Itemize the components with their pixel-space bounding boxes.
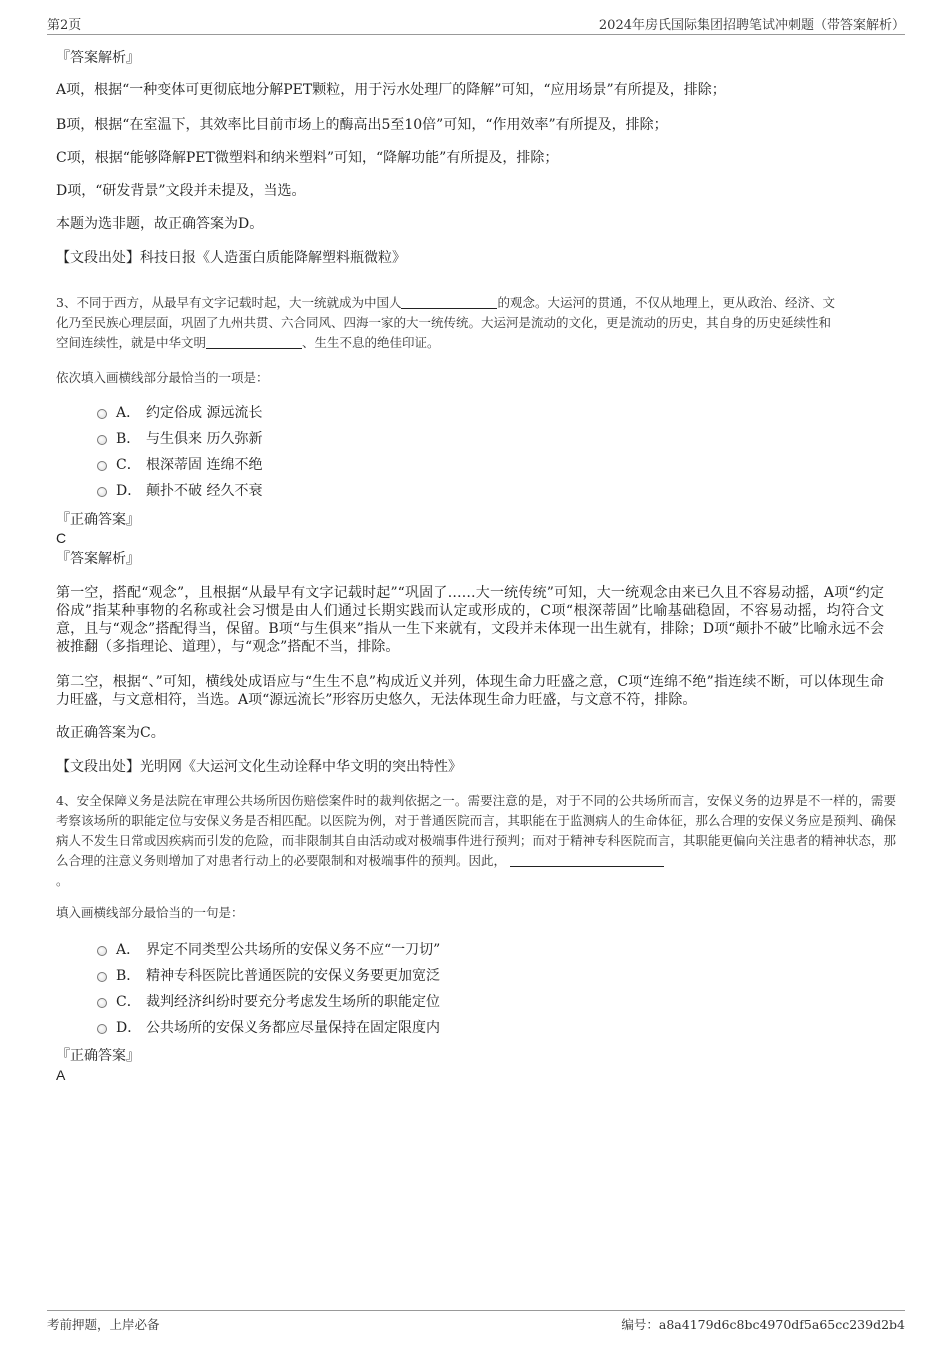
radio-icon[interactable] <box>97 487 107 497</box>
radio-icon[interactable] <box>97 972 107 982</box>
radio-icon[interactable] <box>97 409 107 419</box>
q4-prompt: 填入画横线部分最恰当的一句是： <box>56 905 244 920</box>
radio-icon[interactable] <box>97 1024 107 1034</box>
q3-stem: 3、不同于西方，从最早有文字记载时起，大一统就成为中国人 的观念。大运河的贯通，不仅从地理上，更从政治、经济、文 化乃至民族心理层面，巩固了九州共贯、六合同风、四海一家的大一统传统。大运河是流动的文化，更是流动的历史，其自身的历史延续性和 空间连续性，就是中华文明 、生生不息的绝佳印证。 <box>56 295 835 350</box>
q2-source: 【文段出处】科技日报《人造蛋白质能降解塑料瓶微粒》 <box>56 250 406 266</box>
fill-blank <box>510 852 664 867</box>
radio-icon[interactable] <box>97 946 107 956</box>
q4-option-b[interactable]: B． 精神专科医院比普通医院的安保义务要更加宽泛 <box>97 967 440 985</box>
q3-option-a[interactable]: A． 约定俗成 源远流长 <box>97 404 262 422</box>
q3-analysis-para-2: 第二空，根据“、”可知，横线处成语应与“生生不息”构成近义并列，体现生命力旺盛之意，C项“连绵不绝”指连续不断，可以体现生命力旺盛，与文意相符，当选。A项“源远流长”形容历史悠久，无法体现生命力旺盛，与文意不符，排除。 <box>56 674 884 708</box>
page-footer <box>47 1310 905 1332</box>
q3-option-d[interactable]: D． 颠扑不破 经久不衰 <box>97 482 262 500</box>
fill-blank <box>401 294 497 309</box>
q3-analysis-para-1: 第一空，搭配“观念”，且根据“从最早有文字记载时起”“巩固了……大一统传统”可知，大一统观念由来已久且不容易动摇，A项“约定俗成”指某种事物的名称或社会习惯是由人们通过长期实践而认定或形成的，C项“根深蒂固”比喻基础稳固，不容易动摇，均符合文意，且与“观念”搭配得当，保留。B项“与生俱来”指从一生下来就有，文段并未体现一出生就有，排除；D项“颠扑不破”比喻永远不会被推翻（多指理论、道理），与“观念”搭配不当，排除。 <box>56 585 884 655</box>
q2-analysis-line-c: C项，根据“能够降解PET微塑料和纳米塑料”可知，“降解功能”有所提及，排除； <box>56 150 559 166</box>
q3-prompt: 依次填入画横线部分最恰当的一项是： <box>56 370 269 385</box>
radio-icon[interactable] <box>97 461 107 471</box>
q2-analysis-line-a: A项，根据“一种变体可更彻底地分解PET颗粒，用于污水处理厂的降解”可知，“应用场景”有所提及，排除； <box>56 82 726 98</box>
q4-answer: A <box>56 1067 66 1083</box>
q3-option-b[interactable]: B． 与生俱来 历久弥新 <box>97 430 262 448</box>
radio-icon[interactable] <box>97 435 107 445</box>
q4-option-c[interactable]: C． 裁判经济纠纷时要充分考虑发生场所的职能定位 <box>97 993 440 1011</box>
q2-analysis-line-d: D项，“研发背景”文段并未提及，当选。 <box>56 183 306 199</box>
q4-option-d[interactable]: D． 公共场所的安保义务都应尽量保持在固定限度内 <box>97 1019 440 1037</box>
q3-analysis-label: 『答案解析』 <box>56 551 140 567</box>
q4-answer-label: 『正确答案』 <box>56 1048 140 1064</box>
footer-slogan: 考前押题，上岸必备 <box>47 1317 160 1332</box>
page-number: 第2页 <box>47 18 82 33</box>
q2-conclusion: 本题为选非题，故正确答案为D。 <box>56 216 264 232</box>
page-header <box>47 14 905 35</box>
q4-option-a[interactable]: A． 界定不同类型公共场所的安保义务不应“一刀切” <box>97 941 440 959</box>
q3-option-c[interactable]: C． 根深蒂固 连绵不绝 <box>97 456 262 474</box>
q3-answer: C <box>56 530 67 546</box>
radio-icon[interactable] <box>97 998 107 1008</box>
q2-analysis-line-b: B项，根据“在室温下，其效率比目前市场上的酶高出5至10倍”可知，“作用效率”有所提及，排除； <box>56 117 668 133</box>
q3-answer-label: 『正确答案』 <box>56 512 140 528</box>
q3-conclusion: 故正确答案为C。 <box>56 725 165 741</box>
fill-blank <box>206 334 302 349</box>
q4-stem: 4、安全保障义务是法院在审理公共场所因伤赔偿案件时的裁判依据之一。需要注意的是，对于不同的公共场所而言，安保义务的边界是不一样的，需要考察该场所的职能定位与安保义务是否相匹配。以医院为例，对于普通医院而言，其职能在于监测病人的生命体征，那么合理的安保义务应是预判、确保病人不发生日常或因疾病而引发的危险，而非限制其自由活动或对极端事件进行预判；而对于精神专科医院而言，其职能更偏向关注患者的精神状态，那么合理的注意义务则增加了对患者行动上的必要限制和对极端事件的预判。因此， 。 <box>56 793 896 888</box>
document-title: 2024年房氏国际集团招聘笔试冲刺题（带答案解析） <box>598 18 905 33</box>
q3-source: 【文段出处】光明网《大运河文化生动诠释中华文明的突出特性》 <box>56 759 462 775</box>
document-id: 编号：a8a4179d6c8bc4970df5a65cc239d2b4 <box>621 1317 905 1332</box>
q2-analysis-label: 『答案解析』 <box>56 50 140 66</box>
